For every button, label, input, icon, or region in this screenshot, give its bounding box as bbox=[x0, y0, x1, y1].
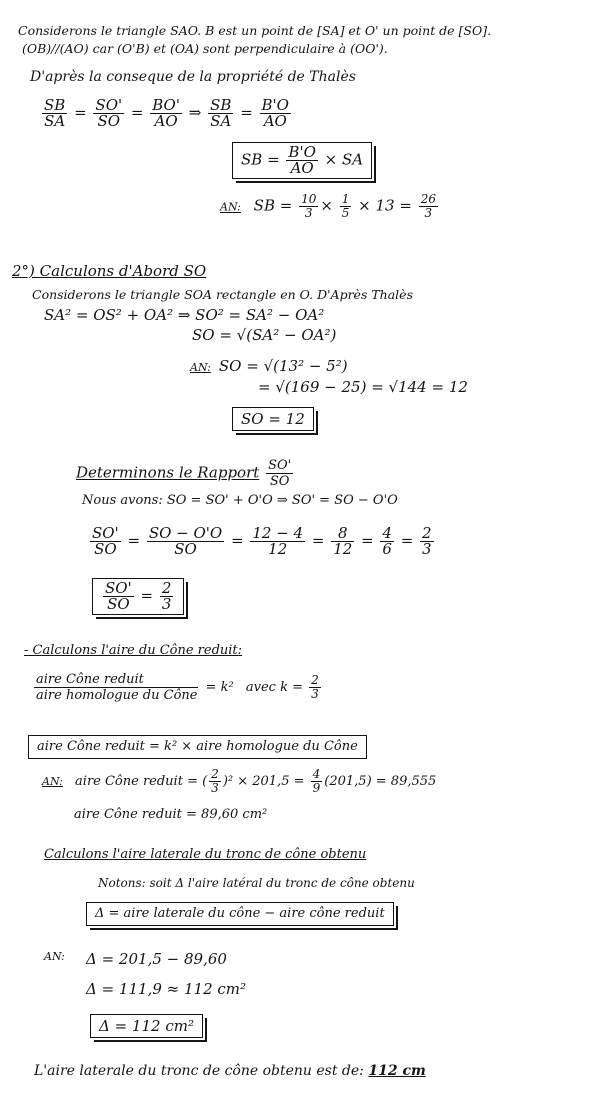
section-heading: 2°) Calculons d'Abord SO bbox=[12, 262, 207, 280]
numeric-application: AN: aire Cône reduit = ( $\frac{2}{3}$ )² × 201,5 = $\frac{4}{9}$ (201,5) = 89,555 bbox=[42, 767, 437, 795]
final-answer: 112 cm bbox=[368, 1063, 426, 1079]
equation: SO = √(SA² − OA²) bbox=[192, 326, 337, 344]
equation: Δ = 201,5 − 89,60 bbox=[86, 950, 227, 968]
fraction: $\frac{SO'}{SO}$ bbox=[95, 96, 123, 130]
text-line: Notons: soit Δ l'aire latéral du tronc de cône obtenu bbox=[98, 876, 415, 890]
text-line: Considerons le triangle SOA rectangle en O. D'Après Thalès bbox=[32, 287, 413, 302]
boxed-formula: SB = $\frac{B'O}{AO}$ × SA bbox=[232, 142, 372, 179]
result-line: aire Cône reduit = 89,60 cm² bbox=[74, 807, 268, 822]
thales-ratio-equation: $\frac{SB}{SA}$ = $\frac{SO'}{SO}$ = $\frac{BO'}{AO}$ ⇒ $\frac{SB}{SA}$ = $\frac{B'O}{AO}$ bbox=[44, 96, 289, 130]
section-heading: - Calculons l'aire du Cône reduit: bbox=[24, 643, 243, 658]
equation: = √(169 − 25) = √144 = 12 bbox=[258, 378, 468, 396]
an-label: AN: bbox=[44, 950, 65, 963]
fraction: $\frac{BO'}{AO}$ bbox=[152, 96, 180, 130]
fraction: $\frac{SB}{SA}$ bbox=[210, 96, 232, 130]
boxed-result: SO = 12 bbox=[232, 407, 314, 431]
conclusion: L'aire laterale du tronc de cône obtenu est de: 112 cm bbox=[34, 1063, 426, 1079]
section-heading: Determinons le Rapport $\frac{SO'}{SO}$ bbox=[76, 458, 292, 489]
fraction: $\frac{SB}{SA}$ bbox=[44, 96, 66, 130]
implies-symbol: ⇒ bbox=[188, 103, 202, 122]
text-line: (OB)//(AO) car (O'B) et (OA) sont perpendiculaire à (OO'). bbox=[22, 41, 388, 56]
fraction: $\frac{B'O}{AO}$ bbox=[261, 96, 289, 130]
section-heading: Calculons l'aire laterale du tronc de cône obtenu bbox=[44, 847, 367, 862]
boxed-ratio: $\frac{SO'}{SO}$ = $\frac{2}{3}$ bbox=[92, 578, 184, 615]
text-line: Considerons le triangle SAO. B est un point de [SA] et O' un point de [SO]. bbox=[18, 23, 492, 38]
area-ratio-equation: $\frac{\text{aire Cône reduit}}{\text{aire homologue du Cône}}$ = k² avec k = $\frac{2}{3}$ bbox=[36, 672, 319, 703]
boxed-result: Δ = 112 cm² bbox=[90, 1014, 203, 1038]
equation: Δ = 111,9 ≈ 112 cm² bbox=[86, 980, 247, 998]
equation: SA² = OS² + OA² ⇒ SO² = SA² − OA² bbox=[44, 306, 325, 324]
ratio-chain: $\frac{SO'}{SO}$ = $\frac{SO - O'O}{SO}$ = $\frac{12 - 4}{12}$ = $\frac{8}{12}$ = $\frac{4}{6}$ = $\frac{2}{3}$ bbox=[92, 524, 432, 558]
boxed-formula: Δ = aire laterale du cône − aire cône reduit bbox=[86, 902, 394, 926]
text-line: D'après la conseque de la propriété de Thalès bbox=[30, 69, 356, 85]
equation: AN: SO = √(13² − 5²) bbox=[190, 357, 348, 375]
boxed-formula: aire Cône reduit = k² × aire homologue du Cône bbox=[28, 735, 367, 759]
text-line: Nous avons: SO = SO' + O'O ⇒ SO' = SO − O'O bbox=[82, 493, 398, 508]
numeric-application: AN: SB = $\frac{10}{3}$ × $\frac{1}{5}$ × 13 = $\frac{26}{3}$ bbox=[220, 192, 436, 220]
